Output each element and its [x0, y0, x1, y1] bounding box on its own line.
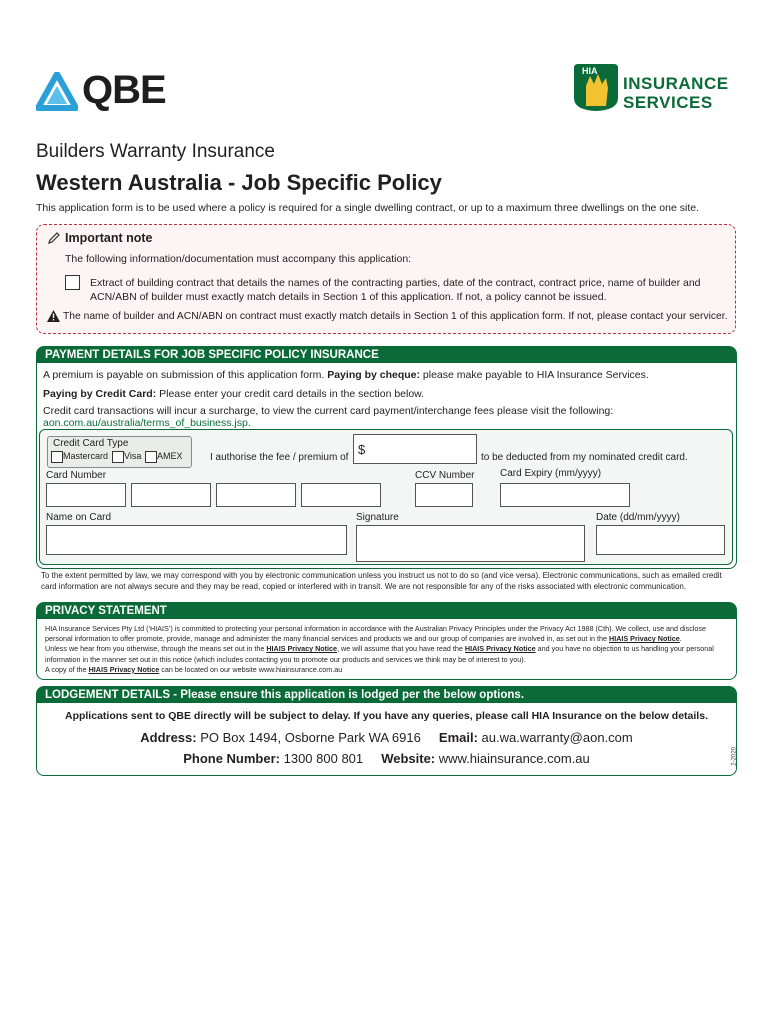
pencil-icon [47, 231, 61, 245]
payment-line1: A premium is payable on submission of this application form. Paying by cheque: please make payable to HIA Insurance Services. [43, 369, 649, 381]
hia-logo [572, 62, 742, 114]
important-warning-text: The name of builder and ACN/ABN on contract must exactly match details in Section 1 of this application form. If not, please contact your servicer. [63, 311, 728, 322]
amex-label: AMEX [157, 451, 183, 461]
lodgement-section-header: LODGEMENT DETAILS - Please ensure this application is lodged per the below options. [37, 687, 736, 703]
address-label: Address: [140, 730, 197, 745]
visa-label: Visa [124, 451, 142, 461]
address-value: PO Box 1494, Osborne Park WA 6916 [196, 730, 421, 745]
signature-label: Signature [356, 512, 399, 523]
privacy-section-header: PRIVACY STATEMENT [37, 603, 736, 619]
hia-wordmark-line1: INSURANCE [623, 74, 729, 93]
card-type-group [47, 436, 192, 468]
name-on-card-input[interactable] [46, 525, 347, 555]
visa-checkbox[interactable] [112, 451, 124, 463]
intro-text: This application form is to be used where a policy is required for a single dwelling contract, or up to a maximum three dwellings on the one site. [36, 202, 700, 214]
terms-link[interactable]: aon.com.au/australia/terms_of_business.jsp. [43, 417, 251, 429]
authorise-label: I authorise the fee / premium of [210, 452, 349, 463]
expiry-input[interactable] [500, 483, 630, 507]
mastercard-label: Mastercard [63, 451, 109, 461]
ccv-label: CCV Number [415, 470, 475, 481]
privacy-text: HIA Insurance Services Pty Ltd (‘HIAIS’) is committed to protecting your personal information in accordance with the Australian Privacy Principles under the Privacy Act 1988 (Cth). We collect, use and disclose personal information to offer promote, provide, manage and administer the many financial services and products we and our group of companies are involved in, as set out in the HIAIS Privacy Notice. Unless we hear from you otherwise, through the means set out in the HIAIS Privacy Notice, we will assume that you have read the HIAIS Privacy Notice and you have no objection to us handling your personal information in the manner set out in this notice (which includes contacting you to promote our products and services we think may be of interest to you). A copy of the HIAIS Privacy Notice can be located on our website www.hiainsurance.com.au [45, 624, 714, 674]
email-label: Email: [438, 730, 478, 745]
name-on-card-label: Name on Card [46, 512, 112, 523]
electronic-communication-disclaimer: To the extent permitted by law, we may correspond with you by electronic communication unless you instruct us not to do so (and vice versa). Electronic communications, such as emailed credit card information are not always secure and they may be read, copied or interfered with in transit. We are not responsible for any of the risks associated with electronic communication. [41, 571, 722, 591]
mastercard-checkbox[interactable] [51, 451, 63, 463]
lodgement-note: Applications sent to QBE directly will be subject to delay. If you have any queries, please call HIA Insurance on the below details. [64, 710, 708, 722]
phone-label: Phone Number: [183, 751, 280, 766]
payment-section-header: PAYMENT DETAILS FOR JOB SPECIFIC POLICY INSURANCE [37, 347, 736, 363]
contract-extract-checkbox[interactable] [65, 275, 80, 290]
privacy-notice-link[interactable]: HIAIS Privacy Notice [609, 634, 680, 644]
payment-section [36, 346, 737, 569]
important-note-heading: Important note [65, 231, 153, 245]
contract-extract-text: Extract of building contract that details the names of the contracting parties, date of the contract, contract price, name of builder and ACN/ABN of builder must exactly match details in Section 1 of this application. If not, a policy cannot be issued. [90, 277, 701, 303]
card-number-input-2[interactable] [131, 483, 211, 507]
card-number-input-1[interactable] [46, 483, 126, 507]
hia-wordmark-line2: SERVICES [623, 93, 713, 112]
privacy-notice-link[interactable]: HIAIS Privacy Notice [266, 644, 338, 654]
card-number-input-3[interactable] [216, 483, 296, 507]
card-number-input-4[interactable] [301, 483, 381, 507]
currency-symbol: $ [358, 442, 366, 457]
card-number-label: Card Number [46, 470, 107, 481]
website-label: Website: [381, 751, 436, 766]
ccv-input[interactable] [415, 483, 473, 507]
privacy-notice-link[interactable]: HIAIS Privacy Notice [88, 664, 160, 674]
website-value[interactable]: www.hiainsurance.com.au [435, 751, 590, 766]
email-value[interactable]: au.wa.warranty@aon.com [477, 730, 633, 745]
date-input[interactable] [596, 525, 725, 555]
expiry-label: Card Expiry (mm/yyyy) [500, 468, 602, 479]
important-note-intro: The following information/documentation must accompany this application: [65, 253, 412, 265]
qbe-logo-icon [36, 72, 78, 112]
date-label: Date (dd/mm/yyyy) [596, 512, 680, 523]
fee-input[interactable] [353, 434, 477, 464]
payment-line2: Paying by Credit Card: Please enter your credit card details in the section below. [43, 388, 425, 400]
lodgement-section [36, 686, 737, 776]
amex-checkbox[interactable] [145, 451, 157, 463]
hia-hand-icon [572, 62, 620, 112]
document-subtitle: Builders Warranty Insurance [36, 141, 276, 162]
qbe-logo [36, 68, 171, 112]
phone-value: 1300 800 801 [280, 751, 364, 766]
important-note-box [36, 224, 736, 334]
card-type-label: Credit Card Type [53, 438, 129, 449]
lodgement-address-email [37, 730, 736, 745]
warning-icon [47, 310, 60, 322]
lodgement-phone-website [37, 751, 736, 766]
document-title: Western Australia - Job Specific Policy [36, 170, 442, 195]
signature-input[interactable] [356, 525, 585, 562]
payment-line3: Credit card transactions will incur a surcharge, to view the current card payment/interchange fees please visit the following: [43, 405, 614, 417]
credit-card-form [39, 429, 733, 565]
form-code: 2-2020 [732, 747, 738, 766]
svg-text:HIA: HIA [582, 66, 598, 76]
privacy-notice-link[interactable]: HIAIS Privacy Notice [464, 644, 536, 654]
privacy-section [36, 602, 737, 680]
qbe-wordmark: QBE [82, 68, 166, 112]
deduct-label: to be deducted from my nominated credit card. [481, 452, 688, 463]
